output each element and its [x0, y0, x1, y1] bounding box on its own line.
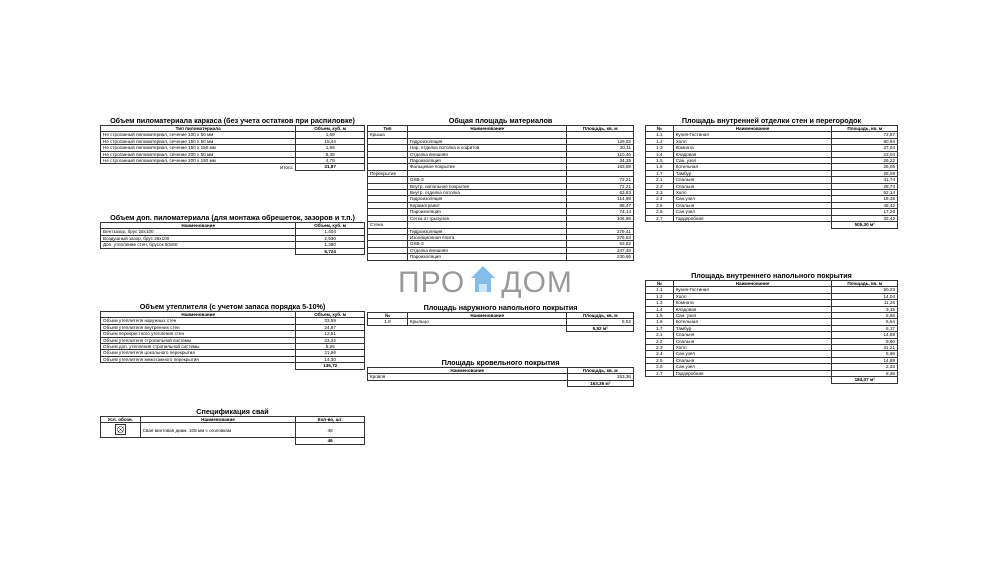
col-header: Наименование — [673, 281, 832, 287]
material-name: Внутр. отделка потолка — [407, 190, 567, 196]
wall-finish-section — [645, 116, 898, 229]
material-area: 98,47 — [567, 202, 634, 208]
item-name: Не строганный пиломатериал, сечение 200 x 50 мм — [101, 151, 296, 157]
material-type: Стена — [368, 222, 408, 228]
room-area: 11,26 — [832, 300, 898, 306]
extra-lumber-table — [100, 222, 365, 255]
col-header: Кол-во, шт. — [296, 417, 365, 423]
wall-finish-title: Площадь внутренней отделки стен и перегородок — [681, 116, 862, 125]
material-name: Отделка внешняя — [407, 247, 567, 253]
col-header: Объем, куб. м — [296, 312, 365, 318]
spacer — [101, 363, 296, 369]
room-name: Холл — [673, 190, 832, 196]
outdoor-floor-total: 5,52 м² — [567, 325, 634, 331]
material-name: OSB-3 — [407, 241, 567, 247]
item-name: Объем утеплителя наружных стен — [101, 318, 296, 324]
col-header: Наименование — [101, 223, 296, 229]
col-header: Площадь, кв. м — [567, 368, 634, 374]
spacer — [673, 377, 832, 383]
item-value: 1,390 — [296, 242, 365, 248]
frame-total-label: Итого: — [280, 164, 294, 170]
room-area: 50,33 — [832, 287, 898, 293]
insulation-table — [100, 311, 365, 370]
spacer — [101, 248, 296, 254]
frame-lumber-title: Объем пиломатериала каркаса (без учета остатков при распиловке) — [110, 116, 355, 125]
outdoor-floor-table — [367, 312, 634, 332]
room-number: 1.6 — [646, 164, 674, 170]
extra-lumber-title: Объем доп. пиломатериала (для монтажа обрешеток, зазоров и т.п.) — [110, 213, 355, 222]
col-header: Усл. обозн. — [101, 417, 141, 423]
room-area: 28,05 — [832, 164, 898, 170]
item-name: Объем доп. утепления стропильной системы — [101, 344, 296, 350]
item-name: Объем утеплителя внутренних стен — [101, 324, 296, 330]
material-name: Нар. отделка потолка и софитов — [407, 145, 567, 151]
item-value: 14,30 — [296, 356, 365, 362]
room-area: 41,74 — [832, 177, 898, 183]
material-area: 63,83 — [567, 190, 634, 196]
room-number: 1.1 — [646, 287, 674, 293]
watermark-right-text: ДОМ — [501, 266, 573, 299]
room-name: Сан.узел — [673, 196, 832, 202]
material-area: 63,82 — [567, 241, 634, 247]
item-name: Не строганный пиломатериал, сечение 150 x 150 мм — [101, 145, 296, 151]
material-name: Гидроизоляция — [407, 196, 567, 202]
room-number: 2.4 — [646, 351, 674, 357]
room-name: Спальня — [673, 183, 832, 189]
room-name: Спальня — [673, 357, 832, 363]
floor-finish-total: 184,07 м² — [832, 377, 898, 383]
spacer — [646, 222, 674, 228]
material-name: OSB-3 — [407, 177, 567, 183]
material-type: Перекрытие — [368, 170, 408, 176]
room-name: Сан. узел — [673, 158, 832, 164]
outdoor-floor-title: Площадь наружного напольного покрытия — [423, 303, 578, 312]
room-area: 26,22 — [832, 158, 898, 164]
room-area: 32,42 — [832, 215, 898, 221]
room-number: 2.5 — [646, 357, 674, 363]
room-area: 3,15 — [832, 306, 898, 312]
room-area: 17,26 — [832, 209, 898, 215]
room-name: Комната — [673, 300, 832, 306]
room-number: 2.3 — [646, 190, 674, 196]
spacer — [101, 438, 141, 444]
material-area: 34,35 — [567, 158, 634, 164]
watermark-logo — [398, 265, 573, 301]
floor-finish-table — [645, 280, 898, 384]
room-name: Крыльцо — [407, 319, 567, 325]
material-area: 129,02 — [567, 138, 634, 144]
room-name: Кухня-Гостиная — [673, 132, 832, 138]
roof-area-table — [367, 367, 634, 387]
room-area: 48,42 — [832, 202, 898, 208]
spacer — [673, 222, 832, 228]
room-area: 5,52 — [567, 319, 634, 325]
item-value: 1,404 — [296, 229, 365, 235]
room-area: 14,04 — [832, 293, 898, 299]
pile-symbol-cell — [101, 423, 141, 438]
room-area: 28,74 — [832, 183, 898, 189]
room-name: Котельная — [673, 164, 832, 170]
room-area: 8,36 — [832, 370, 898, 376]
item-value: 33,59 — [296, 318, 365, 324]
room-area: 28,09 — [832, 170, 898, 176]
room-area: 6,17 — [832, 325, 898, 331]
item-value: 24,87 — [296, 324, 365, 330]
room-name: Тамбур — [673, 325, 832, 331]
room-name: Сан. узел — [673, 313, 832, 319]
room-area: 72,87 — [832, 132, 898, 138]
wall-finish-table — [645, 125, 898, 229]
room-area: 14,88 — [832, 357, 898, 363]
room-name: Спальня — [673, 177, 832, 183]
room-name: Гардеробная — [673, 370, 832, 376]
insulation-section — [100, 302, 365, 370]
room-name: Спальня — [673, 338, 832, 344]
col-header: Наименование — [368, 368, 568, 374]
item-value: 8,38 — [296, 151, 365, 157]
insulation-total: 135,72 — [296, 363, 365, 369]
piles-total: 46 — [296, 438, 365, 444]
materials-table — [367, 125, 634, 261]
watermark-left-text: ПРО — [398, 266, 466, 299]
room-number: 2.1 — [646, 332, 674, 338]
roof-area-section — [367, 358, 634, 387]
frame-lumber-section — [100, 116, 365, 171]
room-number: 2.2 — [646, 338, 674, 344]
room-number: 2.4 — [646, 196, 674, 202]
material-area: 72,21 — [567, 177, 634, 183]
room-name: Сан.узел — [673, 209, 832, 215]
room-name: Холл — [673, 345, 832, 351]
room-number: 1.2 — [646, 138, 674, 144]
room-number: 2.7 — [646, 215, 674, 221]
room-number: 1.3 — [646, 145, 674, 151]
material-area: 30,11 — [567, 145, 634, 151]
item-value: 12,51 — [296, 331, 365, 337]
room-number: 1.3 — [646, 300, 674, 306]
material-name: Гидроизоляция — [407, 228, 567, 234]
item-name: Объем перекрестного утепления стен — [101, 331, 296, 337]
room-name: Кладовая — [673, 151, 832, 157]
piles-title: Спецификация свай — [196, 407, 269, 416]
room-name: Сан.узел — [673, 351, 832, 357]
room-number: 1.4 — [646, 151, 674, 157]
room-number: 1.2 — [646, 293, 674, 299]
room-number: 1.6 — [646, 319, 674, 325]
material-name: Изоляционная плита — [407, 234, 567, 240]
room-name: Сан.узел — [673, 364, 832, 370]
material-area: 376,53 — [567, 234, 634, 240]
room-area: 31,21 — [832, 345, 898, 351]
floor-finish-title: Площадь внутреннего напольного покрытия — [691, 271, 852, 280]
spacer — [368, 325, 408, 331]
material-name: Пароизоляция — [407, 158, 567, 164]
col-header: Объем, куб. м — [296, 223, 365, 229]
room-name: Тамбур — [673, 170, 832, 176]
spacer — [646, 377, 674, 383]
room-area: 18,35 — [832, 196, 898, 202]
material-area: 279,41 — [567, 228, 634, 234]
room-number: 1.8 — [368, 319, 408, 325]
room-name: Холл — [673, 293, 832, 299]
col-header: Площадь, кв. м — [567, 313, 634, 319]
material-name: Отделка внешняя — [407, 151, 567, 157]
room-number: 2.6 — [646, 364, 674, 370]
material-area: 110,46 — [567, 151, 634, 157]
room-area: 37,04 — [832, 145, 898, 151]
roof-area-total: 163,36 м² — [567, 380, 634, 386]
room-number: 2.7 — [646, 370, 674, 376]
item-name: Не строганный пиломатериал, сечение 100 x 50 мм — [101, 132, 296, 138]
material-name: Фальцевое покрытие — [407, 164, 567, 170]
material-name: Гидроизоляция — [407, 138, 567, 144]
col-header: Наименование — [673, 126, 832, 132]
piles-section — [100, 407, 365, 445]
pile-name: Свая винтовая диам. 108 мм с оголовком — [140, 423, 296, 438]
floor-finish-section — [645, 271, 898, 384]
item-name: Вентзазор, брус 25x100 — [101, 229, 296, 235]
outdoor-floor-section — [367, 303, 634, 332]
room-name: Комната — [673, 145, 832, 151]
piles-table — [100, 416, 365, 445]
room-number: 1.7 — [646, 170, 674, 176]
material-area: 72,21 — [567, 183, 634, 189]
item-name: Не строганный пиломатериал, сечение 200 x 150 мм — [101, 158, 296, 164]
room-name: Холл — [673, 138, 832, 144]
room-area: 52,14 — [832, 190, 898, 196]
room-name: Гардеробная — [673, 215, 832, 221]
col-header: № — [646, 126, 674, 132]
col-header: Наименование — [140, 417, 296, 423]
col-header: Тип пиломатериала — [101, 126, 296, 132]
table-row — [368, 254, 634, 260]
col-header: № — [368, 313, 408, 319]
room-area: 14,88 — [832, 332, 898, 338]
item-value: 4,79 — [296, 158, 365, 164]
material-name: Внутр. напольное покрытие — [407, 183, 567, 189]
material-name: Керамогранит — [407, 202, 567, 208]
col-header: Площадь, кв. м — [567, 126, 634, 132]
item-value: 163,36 — [567, 374, 634, 380]
material-name: Сетка от грызунов — [407, 215, 567, 221]
col-header: Наименование — [407, 313, 567, 319]
room-number: 2.2 — [646, 183, 674, 189]
room-name: Кладовая — [673, 306, 832, 312]
item-name: Доп. утепление стен, брусок 50x50 — [101, 242, 296, 248]
room-name: Спальня — [673, 332, 832, 338]
material-area: 106,95 — [567, 215, 634, 221]
room-area: 5,66 — [832, 351, 898, 357]
materials-section — [367, 116, 634, 261]
room-name: Спальня — [673, 202, 832, 208]
col-header: Площадь, кв. м — [832, 281, 898, 287]
item-value: 1,56 — [296, 145, 365, 151]
roof-area-title: Площадь кровельного покрытия — [441, 358, 560, 367]
room-number: 2.5 — [646, 202, 674, 208]
material-area: 163,59 — [567, 164, 634, 170]
item-name: Не строганный пиломатериал, сечение 150 x 50 мм — [101, 138, 296, 144]
frame-lumber-table — [100, 125, 365, 171]
house-icon — [469, 264, 497, 302]
room-area: 5,66 — [832, 313, 898, 319]
room-number: 1.4 — [646, 306, 674, 312]
room-number: 2.6 — [646, 209, 674, 215]
room-area: 23,04 — [832, 151, 898, 157]
item-value: 1,69 — [296, 132, 365, 138]
item-name: Воздушный зазор, брус 25x100 — [101, 235, 296, 241]
room-area: 6,54 — [832, 319, 898, 325]
room-number: 1.5 — [646, 158, 674, 164]
item-name: Объем утеплителя стропильной системы — [101, 337, 296, 343]
item-name: Объем утеплителя цокольного перекрытия — [101, 350, 296, 356]
extra-lumber-total: 5,724 — [296, 248, 365, 254]
room-area: 2,33 — [832, 364, 898, 370]
spacer — [407, 325, 567, 331]
col-header: № — [646, 281, 674, 287]
col-header: Наименование — [101, 312, 296, 318]
room-number: 1.7 — [646, 325, 674, 331]
material-area: 247,48 — [567, 247, 634, 253]
item-value: 2,930 — [296, 235, 365, 241]
insulation-title: Объем утеплителя (с учетом запаса порядка 5-10%) — [139, 302, 326, 311]
frame-total: 31,87 — [296, 164, 365, 170]
item-value: 23,22 — [296, 337, 365, 343]
room-area: 50,94 — [832, 138, 898, 144]
room-area: 9,60 — [832, 338, 898, 344]
col-header: Площадь, кв. м — [832, 126, 898, 132]
room-number: 1.1 — [646, 132, 674, 138]
col-header: Объем, куб. м — [296, 126, 365, 132]
materials-title: Общая площадь материалов — [448, 116, 553, 125]
room-number: 1.5 — [646, 313, 674, 319]
room-name: Кухня-Гостиная — [673, 287, 832, 293]
material-name: Пароизоляция — [407, 209, 567, 215]
room-name: Котельная — [673, 319, 832, 325]
item-value: 21,96 — [296, 350, 365, 356]
material-area: 230,66 — [567, 254, 634, 260]
pile-count: 46 — [296, 423, 365, 438]
material-area: 74,14 — [567, 209, 634, 215]
material-name: Пароизоляция — [407, 254, 567, 260]
spacer — [368, 380, 568, 386]
room-number: 2.3 — [646, 345, 674, 351]
item-name: Объем утеплителя межэтажного перекрытия — [101, 356, 296, 362]
item-value: 5,26 — [296, 344, 365, 350]
col-header: Наименование — [407, 126, 567, 132]
item-name: Кровля — [368, 374, 568, 380]
material-type: Крыша — [368, 132, 408, 138]
screw-pile-icon — [115, 424, 126, 435]
item-value: 15,44 — [296, 138, 365, 144]
empty-cell — [368, 254, 408, 260]
table-row — [101, 423, 365, 438]
col-header: Тип — [368, 126, 408, 132]
wall-finish-total: 505,30 м² — [832, 222, 898, 228]
spacer — [140, 438, 296, 444]
room-number: 2.1 — [646, 177, 674, 183]
extra-lumber-section — [100, 213, 365, 255]
material-area: 114,98 — [567, 196, 634, 202]
